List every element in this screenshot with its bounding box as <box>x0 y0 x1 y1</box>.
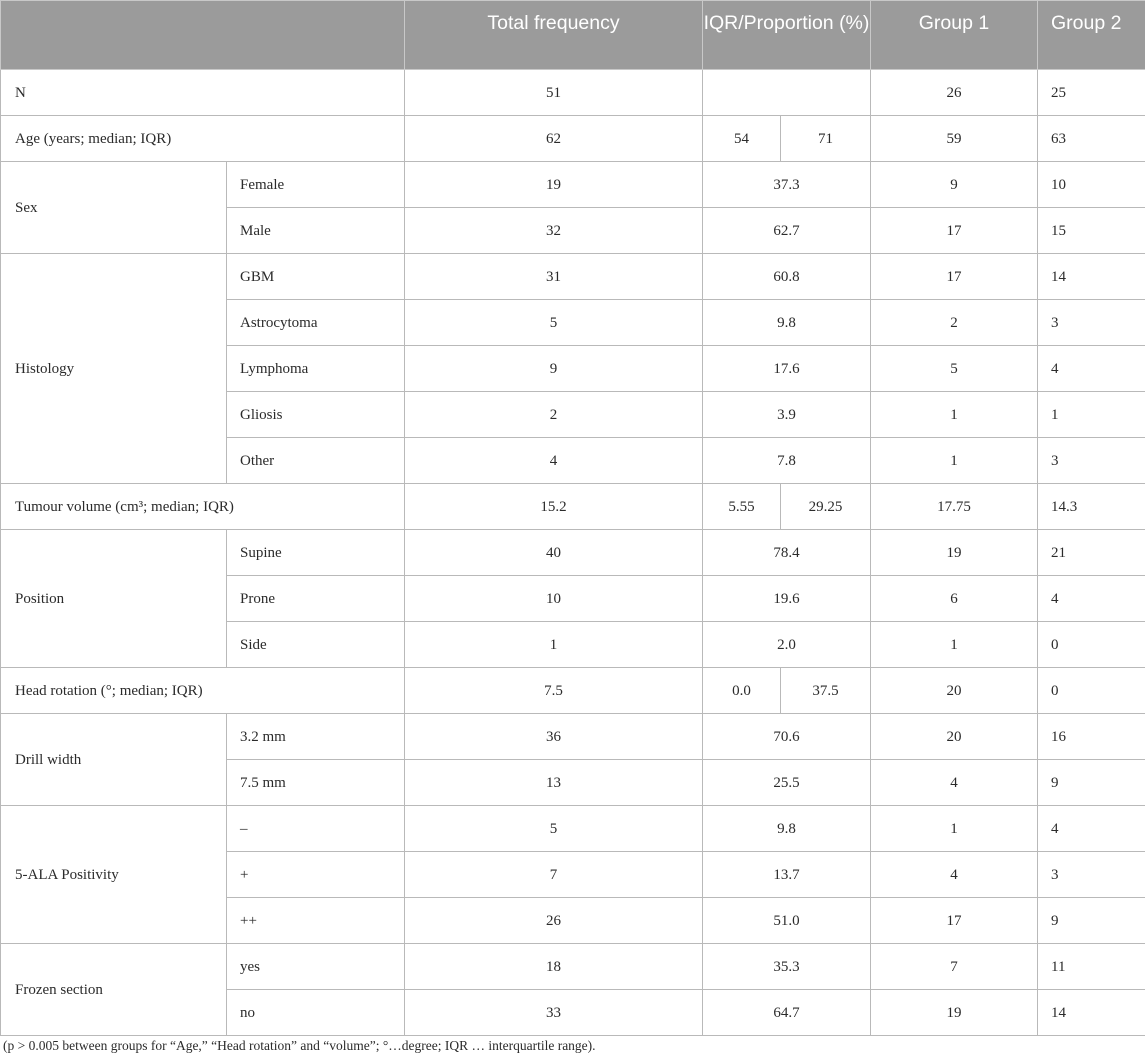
cell-subcategory: Lymphoma <box>227 346 405 392</box>
cell-total: 5 <box>405 300 703 346</box>
cell-subcategory: Side <box>227 622 405 668</box>
cell-proportion: 70.6 <box>703 714 871 760</box>
header-total-frequency: Total frequency <box>405 1 703 70</box>
table-row <box>1 668 1145 714</box>
cell-group-2: 1 <box>1038 392 1145 438</box>
row-label-drill-width: Drill width <box>1 714 227 806</box>
cell-group-2: 21 <box>1038 530 1145 576</box>
row-label-sex: Sex <box>1 162 227 254</box>
cell-subcategory: Supine <box>227 530 405 576</box>
cell-group-1: 17 <box>871 208 1038 254</box>
table-row <box>1 806 1145 852</box>
cell-total: 7 <box>405 852 703 898</box>
cell-total: 51 <box>405 70 703 116</box>
table-footnote: (p > 0.005 between groups for “Age,” “Head rotation” and “volume”; °…degree; IQR … interquartile range). <box>3 1038 596 1053</box>
row-label-histology: Histology <box>1 254 227 484</box>
cell-iqr-low: 5.55 <box>703 484 781 530</box>
row-label-tumour-volume: Tumour volume (cm³; median; IQR) <box>1 484 405 530</box>
cell-proportion: 64.7 <box>703 990 871 1036</box>
cell-group-1: 1 <box>871 622 1038 668</box>
row-label-n: N <box>1 70 405 116</box>
cell-proportion: 51.0 <box>703 898 871 944</box>
cell-group-2: 14.3 <box>1038 484 1145 530</box>
cell-subcategory: Prone <box>227 576 405 622</box>
cell-group-2: 4 <box>1038 806 1145 852</box>
cell-subcategory: – <box>227 806 405 852</box>
cell-group-2: 14 <box>1038 990 1145 1036</box>
cell-subcategory: no <box>227 990 405 1036</box>
cell-subcategory: Male <box>227 208 405 254</box>
cell-group-2: 4 <box>1038 576 1145 622</box>
cell-proportion: 60.8 <box>703 254 871 300</box>
cell-total: 7.5 <box>405 668 703 714</box>
cell-total: 13 <box>405 760 703 806</box>
cell-group-1: 5 <box>871 346 1038 392</box>
table-row <box>1 254 1145 300</box>
cell-group-2: 0 <box>1038 668 1145 714</box>
cell-proportion: 37.3 <box>703 162 871 208</box>
cell-total: 10 <box>405 576 703 622</box>
cell-group-2: 9 <box>1038 898 1145 944</box>
cell-group-2: 4 <box>1038 346 1145 392</box>
cell-total: 32 <box>405 208 703 254</box>
cell-subcategory: Other <box>227 438 405 484</box>
table-row <box>1 70 1145 116</box>
cell-group-1: 59 <box>871 116 1038 162</box>
cell-proportion: 35.3 <box>703 944 871 990</box>
cell-group-2: 11 <box>1038 944 1145 990</box>
cell-group-2: 63 <box>1038 116 1145 162</box>
cell-group-1: 20 <box>871 714 1038 760</box>
cell-proportion: 62.7 <box>703 208 871 254</box>
cell-total: 36 <box>405 714 703 760</box>
cell-proportion <box>703 70 871 116</box>
cell-subcategory: ++ <box>227 898 405 944</box>
cell-proportion: 9.8 <box>703 300 871 346</box>
cell-subcategory: Female <box>227 162 405 208</box>
cell-total: 15.2 <box>405 484 703 530</box>
cell-group-2: 16 <box>1038 714 1145 760</box>
cell-group-2: 3 <box>1038 438 1145 484</box>
header-empty-cell <box>1 1 405 70</box>
cell-group-2: 10 <box>1038 162 1145 208</box>
cell-total: 5 <box>405 806 703 852</box>
cell-proportion: 13.7 <box>703 852 871 898</box>
cell-total: 19 <box>405 162 703 208</box>
table-row <box>1 530 1145 576</box>
cell-group-1: 17 <box>871 898 1038 944</box>
cell-group-1: 26 <box>871 70 1038 116</box>
row-label-head-rotation: Head rotation (°; median; IQR) <box>1 668 405 714</box>
cell-group-1: 2 <box>871 300 1038 346</box>
cell-proportion: 78.4 <box>703 530 871 576</box>
cell-group-1: 4 <box>871 852 1038 898</box>
cell-iqr-high: 29.25 <box>781 484 871 530</box>
cell-total: 26 <box>405 898 703 944</box>
cell-proportion: 2.0 <box>703 622 871 668</box>
cell-iqr-low: 54 <box>703 116 781 162</box>
cell-total: 62 <box>405 116 703 162</box>
cell-group-2: 25 <box>1038 70 1145 116</box>
cell-total: 4 <box>405 438 703 484</box>
cell-iqr-low: 0.0 <box>703 668 781 714</box>
cell-group-1: 1 <box>871 806 1038 852</box>
row-label-5-ala-positivity: 5-ALA Positivity <box>1 806 227 944</box>
table-row <box>1 484 1145 530</box>
cell-group-2: 9 <box>1038 760 1145 806</box>
cell-group-2: 14 <box>1038 254 1145 300</box>
cell-group-1: 4 <box>871 760 1038 806</box>
header-iqr-proportion: IQR/Proportion (%) <box>703 1 871 70</box>
cell-group-2: 3 <box>1038 300 1145 346</box>
cell-proportion: 3.9 <box>703 392 871 438</box>
cell-subcategory: 3.2 mm <box>227 714 405 760</box>
cell-total: 31 <box>405 254 703 300</box>
cell-group-1: 7 <box>871 944 1038 990</box>
cell-subcategory: + <box>227 852 405 898</box>
cell-group-2: 15 <box>1038 208 1145 254</box>
header-group-1: Group 1 <box>871 1 1038 70</box>
cell-group-1: 9 <box>871 162 1038 208</box>
table-row <box>1 162 1145 208</box>
row-label-age: Age (years; median; IQR) <box>1 116 405 162</box>
cell-subcategory: GBM <box>227 254 405 300</box>
cell-group-1: 6 <box>871 576 1038 622</box>
cell-group-1: 20 <box>871 668 1038 714</box>
cell-group-1: 1 <box>871 392 1038 438</box>
cell-iqr-high: 71 <box>781 116 871 162</box>
cell-proportion: 9.8 <box>703 806 871 852</box>
cell-proportion: 17.6 <box>703 346 871 392</box>
cell-group-1: 17 <box>871 254 1038 300</box>
cell-total: 2 <box>405 392 703 438</box>
row-label-position: Position <box>1 530 227 668</box>
header-row <box>1 1 1145 70</box>
table-row <box>1 944 1145 990</box>
table-row <box>1 116 1145 162</box>
cell-group-1: 17.75 <box>871 484 1038 530</box>
cell-group-1: 19 <box>871 530 1038 576</box>
cell-subcategory: 7.5 mm <box>227 760 405 806</box>
cell-proportion: 25.5 <box>703 760 871 806</box>
header-group-2: Group 2 <box>1038 1 1145 70</box>
cell-total: 33 <box>405 990 703 1036</box>
cell-subcategory: Astrocytoma <box>227 300 405 346</box>
table-row <box>1 714 1145 760</box>
row-label-frozen-section: Frozen section <box>1 944 227 1036</box>
cell-group-2: 0 <box>1038 622 1145 668</box>
cell-proportion: 19.6 <box>703 576 871 622</box>
cell-iqr-high: 37.5 <box>781 668 871 714</box>
cell-total: 9 <box>405 346 703 392</box>
cell-proportion: 7.8 <box>703 438 871 484</box>
cell-total: 1 <box>405 622 703 668</box>
cell-group-1: 1 <box>871 438 1038 484</box>
cell-subcategory: yes <box>227 944 405 990</box>
cell-total: 18 <box>405 944 703 990</box>
cell-total: 40 <box>405 530 703 576</box>
cell-subcategory: Gliosis <box>227 392 405 438</box>
cell-group-2: 3 <box>1038 852 1145 898</box>
cell-group-1: 19 <box>871 990 1038 1036</box>
